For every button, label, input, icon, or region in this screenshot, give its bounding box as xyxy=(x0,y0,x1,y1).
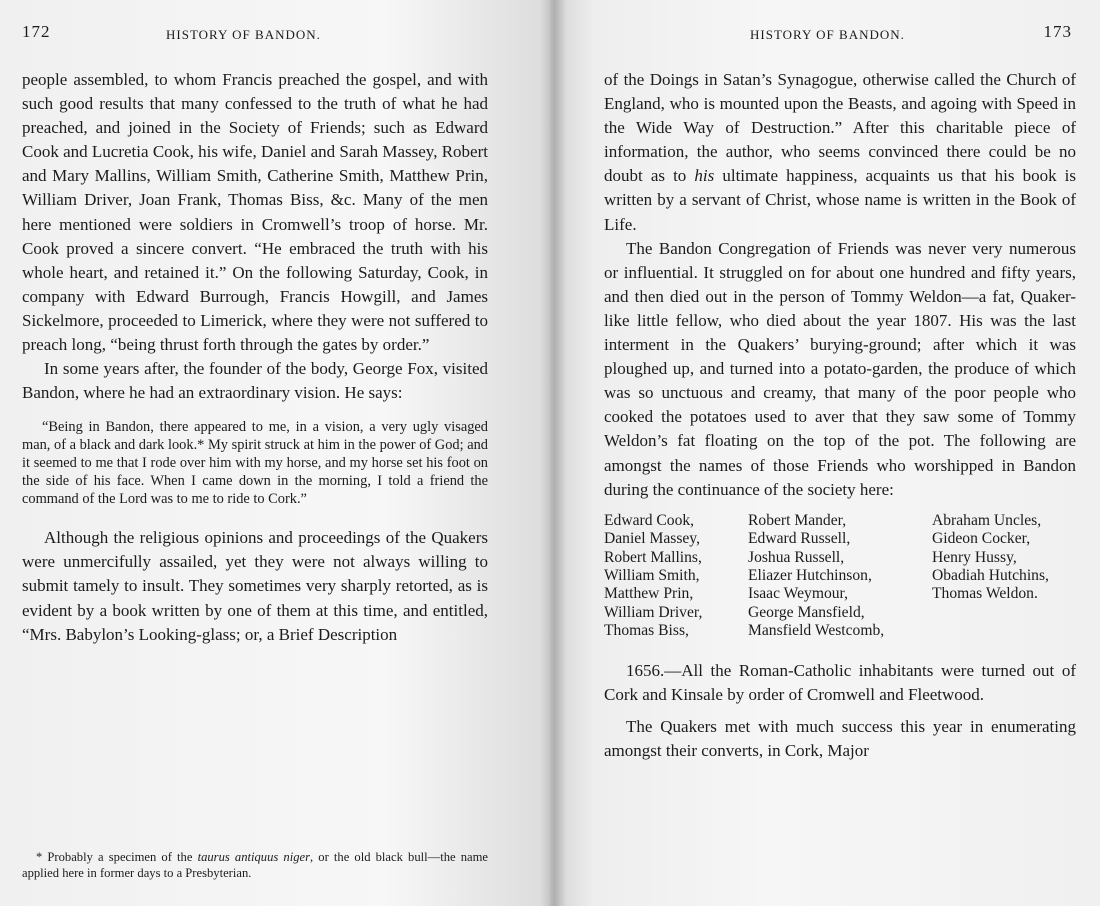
right-paragraph-2: The Bandon Congregation of Friends was never very numerous or influential. It struggled on for about one hundred and fifty years, and then died out in the person of Tommy Weldon—a fat, Quaker-like little fellow, who died about the year 1807. His was the last interment in the Quakers’ burying-ground; after which it was ploughed up, and turned into a potato-garden, the produce of which was so unctuous and creamy, that many of the poor people who cooked the potatoes used to aver that they saw some of Tommy Weldon’s fat floating on the top of the pot. The following are amongst the names of those Friends who worshipped in Bandon during the continuance of the society here: xyxy=(604,238,1076,499)
right-page-number: 173 xyxy=(1043,22,1072,41)
name-entry: Robert Mallins, xyxy=(604,548,702,566)
footnote-text-start: * Probably a specimen of the xyxy=(36,849,198,864)
right-paragraph-4: The Quakers met with much success this year in enumerating amongst their converts, in Cork, Major xyxy=(604,716,1076,760)
right-paragraph-3: 1656.—All the Roman-Catholic inhabitants were turned out of Cork and Kinsale by order of Cromwell and Fleetwood. xyxy=(604,660,1076,704)
name-entry: Daniel Massey, xyxy=(604,530,700,548)
name-entry: William Smith, xyxy=(604,566,700,584)
name-entry: Edward Russell, xyxy=(748,530,851,548)
left-header-title: HISTORY OF BANDON. xyxy=(166,27,321,42)
footnote-text-end: , or the old black bull—the name applied here in former days to a Presbyterian. xyxy=(22,849,489,880)
right-body-text xyxy=(604,68,1076,763)
right-running-head xyxy=(550,24,1100,48)
right-page xyxy=(550,0,1100,906)
name-entry: Thomas Biss, xyxy=(604,622,689,640)
name-entry: George Mansfield, xyxy=(748,603,865,621)
name-entry: Mansfield Westcomb, xyxy=(748,622,885,640)
name-entry: Eliazer Hutchinson, xyxy=(748,566,872,584)
name-entry: Joshua Russell, xyxy=(748,548,845,566)
right-paragraph-1-italic: his xyxy=(694,166,715,186)
name-entry: Obadiah Hutchins, xyxy=(932,566,1049,584)
name-entry: William Driver, xyxy=(604,603,703,621)
name-entry: Isaac Weymour, xyxy=(748,585,849,603)
footnote xyxy=(22,849,488,881)
name-entry: Edward Cook, xyxy=(604,511,695,529)
left-page-number: 172 xyxy=(22,22,51,41)
left-paragraph-3: Although the religious opinions and proceedings of the Quakers were unmercifully assailed, yet they were not always willing to submit tamely to insult. They sometimes very sharply retorted, as is evident by a book written by one of them at this time, and entitled, “Mrs. Babylon’s Looking-glass; or, a Brief Description xyxy=(22,528,488,644)
left-running-head xyxy=(0,24,550,48)
name-entry: Robert Mander, xyxy=(748,511,847,529)
friends-names-list xyxy=(604,512,1076,641)
name-entry: Matthew Prin, xyxy=(604,585,694,603)
name-entry: Gideon Cocker, xyxy=(932,530,1031,548)
right-header-title: HISTORY OF BANDON. xyxy=(750,27,905,42)
right-paragraph-1-start: of the Doings in Satan’s Synagogue, otherwise called the Church of England, who is mounted upon the Beasts, and agoing with Speed in the Wide Way of Destruction.” After this charitable piece of information, the author, who seems convinced there could be no doubt as to xyxy=(604,70,1076,186)
left-body-text xyxy=(22,68,488,647)
left-paragraph-2: In some years after, the founder of the body, George Fox, visited Bandon, where he had an extraordinary vision. He says: xyxy=(22,359,488,403)
fox-vision-quote: “Being in Bandon, there appeared to me, in a vision, a very ugly visaged man, of a black and dark look.* My spirit struck at him in the power of God; and it seemed to me that I rode over him with my horse, and my horse set his foot on the side of his face. When I came down in the morning, I told a friend the command of the Lord was to me to ride to Cork.” xyxy=(22,419,488,507)
right-paragraph-1-end: ultimate happiness, acquaints us that his book is written by a servant of Christ, whose name is written in the Book of Life. xyxy=(604,166,1076,234)
name-entry xyxy=(932,622,1076,640)
name-entry xyxy=(932,604,1076,622)
name-entry: Abraham Uncles, xyxy=(932,511,1042,529)
name-entry: Thomas Weldon. xyxy=(932,585,1038,603)
right-paragraph-1 xyxy=(604,68,1076,237)
left-paragraph-1: people assembled, to whom Francis preached the gospel, and with such good results that many confessed to the truth of what he had preached, and joined in the Society of Friends; such as Edward Cook and Lucretia Cook, his wife, Daniel and Sarah Massey, Robert and Mary Mallins, William Smith, Catherine Smith, Matthew Prin, William Driver, Joan Frank, Thomas Biss, &c. Many of the men here mentioned were soldiers in Cromwell’s troop of horse. Mr. Cook proved a sincere convert. “He embraced the truth with his whole heart, and retained it.” On the following Saturday, Cook, in company with Edward Burrough, Francis Howgill, and James Sickelmore, proceeded to Limerick, where they were not suffered to preach long, “being thrust forth through the gates by order.” xyxy=(22,70,488,355)
footnote-italic: taurus antiquus niger xyxy=(197,849,310,864)
name-entry: Henry Hussy, xyxy=(932,548,1017,566)
